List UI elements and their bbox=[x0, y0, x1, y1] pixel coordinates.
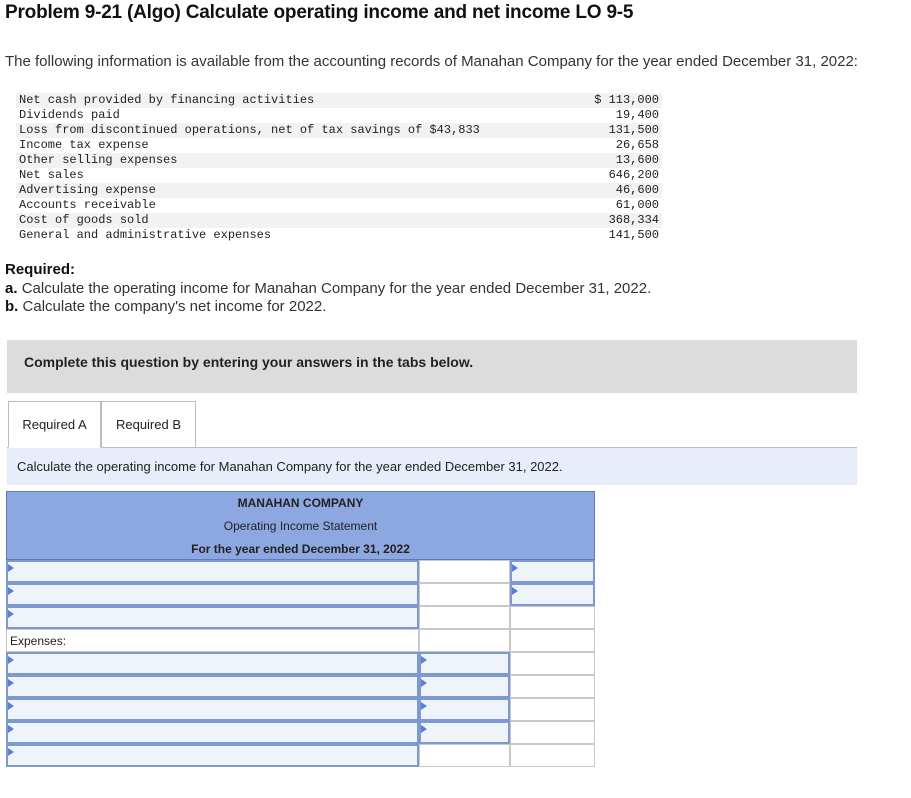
dropdown-marker-icon bbox=[8, 564, 14, 572]
instruction-text: Complete this question by entering your answers in the tabs below. bbox=[24, 354, 474, 370]
data-amount: 13,600 bbox=[577, 153, 662, 168]
required-b-prefix: b. bbox=[5, 298, 19, 315]
data-amount: $ 113,000 bbox=[577, 93, 662, 108]
data-label: Other selling expenses bbox=[16, 153, 577, 168]
data-row bbox=[16, 213, 662, 228]
data-label: Income tax expense bbox=[19, 138, 149, 152]
statement-row bbox=[6, 652, 595, 675]
statement-row bbox=[6, 675, 595, 698]
data-row bbox=[16, 138, 662, 153]
required-a bbox=[5, 280, 651, 297]
problem-intro: The following information is available from the accounting records of Manahan Company for the year ended December 31, 2022: bbox=[5, 53, 858, 70]
dropdown-marker-icon bbox=[8, 679, 14, 687]
statement-row bbox=[6, 744, 595, 767]
data-label: Advertising expense bbox=[16, 183, 577, 198]
expense-amount-input[interactable] bbox=[419, 698, 510, 721]
statement-row bbox=[6, 560, 595, 583]
expense-dropdown[interactable] bbox=[6, 721, 419, 744]
expenses-label-cell bbox=[6, 629, 419, 652]
company-name: MANAHAN COMPANY bbox=[237, 496, 364, 510]
prompt-text: Calculate the operating income for Manahan Company for the year ended December 31, 2022. bbox=[17, 459, 563, 474]
data-row bbox=[16, 183, 662, 198]
required-a-prefix: a. bbox=[5, 280, 18, 297]
data-amount: 19,400 bbox=[615, 108, 659, 122]
empty-cell bbox=[510, 675, 595, 698]
empty-cell bbox=[419, 744, 510, 767]
empty-cell bbox=[510, 721, 595, 744]
income-statement-form bbox=[6, 491, 595, 767]
dropdown-marker-icon bbox=[8, 748, 14, 756]
account-dropdown[interactable] bbox=[6, 560, 419, 583]
dropdown-marker-icon bbox=[8, 725, 14, 733]
input-marker-icon bbox=[421, 656, 427, 664]
account-dropdown[interactable] bbox=[6, 583, 419, 606]
instruction-banner bbox=[7, 340, 857, 393]
input-marker-icon bbox=[512, 587, 518, 595]
data-row bbox=[16, 198, 662, 213]
data-row bbox=[16, 93, 662, 108]
data-label: Net sales bbox=[19, 168, 84, 182]
statement-period: For the year ended December 31, 2022 bbox=[191, 542, 410, 556]
empty-cell bbox=[510, 606, 595, 629]
data-row bbox=[16, 168, 662, 183]
expense-dropdown[interactable] bbox=[6, 652, 419, 675]
data-row bbox=[16, 108, 662, 123]
expense-dropdown[interactable] bbox=[6, 675, 419, 698]
input-marker-icon bbox=[421, 725, 427, 733]
empty-cell bbox=[510, 629, 595, 652]
data-row bbox=[16, 153, 662, 168]
expense-amount-input[interactable] bbox=[419, 721, 510, 744]
data-amount: 141,500 bbox=[608, 228, 659, 242]
account-dropdown[interactable] bbox=[6, 744, 419, 767]
data-row bbox=[16, 228, 662, 243]
statement-row bbox=[6, 698, 595, 721]
input-marker-icon bbox=[512, 564, 518, 572]
empty-cell bbox=[419, 560, 510, 583]
dropdown-marker-icon bbox=[8, 587, 14, 595]
statement-row bbox=[6, 721, 595, 744]
statement-title: Operating Income Statement bbox=[223, 519, 378, 533]
statement-header bbox=[6, 491, 595, 560]
data-label: Net cash provided by financing activities bbox=[16, 93, 577, 108]
amount-input[interactable] bbox=[510, 583, 595, 606]
data-label: Cost of goods sold bbox=[16, 213, 577, 228]
dropdown-marker-icon bbox=[8, 656, 14, 664]
dropdown-marker-icon bbox=[8, 610, 14, 618]
data-amount: 368,334 bbox=[577, 213, 662, 228]
data-amount: 131,500 bbox=[577, 123, 662, 138]
data-label: Loss from discontinued operations, net of tax savings of $43,833 bbox=[16, 123, 577, 138]
required-heading: Required: bbox=[5, 261, 76, 278]
empty-cell bbox=[419, 629, 510, 652]
expense-amount-input[interactable] bbox=[419, 652, 510, 675]
required-a-text: Calculate the operating income for Manahan Company for the year ended December 31, 2022. bbox=[21, 280, 652, 297]
empty-cell bbox=[510, 652, 595, 675]
data-row bbox=[16, 123, 662, 138]
statement-row bbox=[6, 606, 595, 629]
tab-required-a[interactable]: Required A bbox=[8, 401, 101, 448]
expenses-label: Expenses: bbox=[10, 634, 67, 648]
statement-row bbox=[6, 629, 595, 652]
question-prompt bbox=[7, 448, 857, 485]
empty-cell bbox=[510, 698, 595, 721]
account-dropdown[interactable] bbox=[6, 606, 419, 629]
data-label: General and administrative expenses bbox=[19, 228, 272, 242]
data-amount: 46,600 bbox=[577, 183, 662, 198]
required-b-text: Calculate the company's net income for 2022. bbox=[22, 298, 327, 315]
given-data-table bbox=[16, 93, 662, 243]
amount-input[interactable] bbox=[510, 560, 595, 583]
data-amount: 646,200 bbox=[608, 168, 659, 182]
tab-required-b[interactable]: Required B bbox=[101, 401, 196, 448]
expense-dropdown[interactable] bbox=[6, 698, 419, 721]
problem-title: Problem 9-21 (Algo) Calculate operating income and net income LO 9-5 bbox=[5, 2, 634, 23]
data-amount: 61,000 bbox=[615, 198, 659, 212]
empty-cell bbox=[419, 606, 510, 629]
input-marker-icon bbox=[421, 702, 427, 710]
data-label: Dividends paid bbox=[19, 108, 120, 122]
expense-amount-input[interactable] bbox=[419, 675, 510, 698]
empty-cell bbox=[419, 583, 510, 606]
input-marker-icon bbox=[421, 679, 427, 687]
dropdown-marker-icon bbox=[8, 702, 14, 710]
data-amount: 26,658 bbox=[615, 138, 659, 152]
empty-cell bbox=[510, 744, 595, 767]
required-b bbox=[5, 298, 326, 315]
data-label: Accounts receivable bbox=[19, 198, 156, 212]
statement-row bbox=[6, 583, 595, 606]
